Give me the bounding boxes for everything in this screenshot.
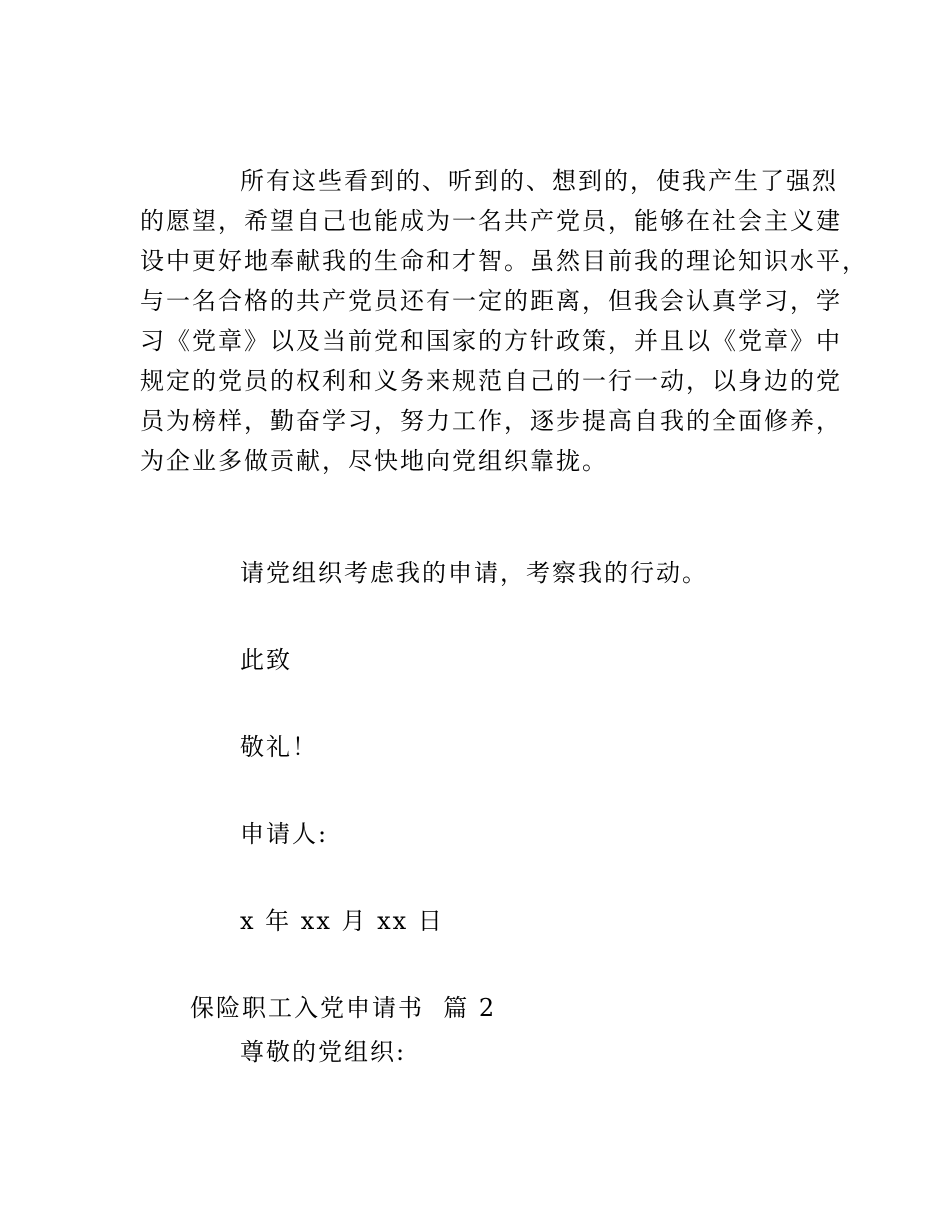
respect-closing: 敬礼！ bbox=[240, 733, 318, 761]
paragraph-line: 规定的党员的权利和义务来规范自己的一行一动，以身边的党 bbox=[140, 367, 842, 395]
applicant-label: 申请人: bbox=[240, 820, 329, 848]
date-line: x 年 xx 月 xx 日 bbox=[240, 907, 444, 935]
paragraph-line: 习《党章》以及当前党和国家的方针政策，并且以《党章》中 bbox=[140, 327, 842, 355]
paragraph-line: 的愿望，希望自己也能成为一名共产党员，能够在社会主义建 bbox=[140, 207, 842, 235]
paragraph-line: 与一名合格的共产党员还有一定的距离，但我会认真学习，学 bbox=[140, 287, 842, 315]
paragraph-line: 为企业多做贡献，尽快地向党组织靠拢。 bbox=[140, 447, 608, 475]
paragraph-line: 设中更好地奉献我的生命和才智。虽然目前我的理论知识水平， bbox=[140, 247, 868, 275]
request-line: 请党组织考虑我的申请，考察我的行动。 bbox=[240, 559, 708, 587]
body-paragraph bbox=[140, 161, 868, 481]
paragraph-line: 员为榜样，勤奋学习，努力工作，逐步提高自我的全面修养， bbox=[140, 407, 842, 435]
salutation: 此致 bbox=[240, 646, 292, 674]
addressee: 尊敬的党组织: bbox=[240, 1038, 407, 1066]
paragraph-line: 所有这些看到的、听到的、想到的，使我产生了强烈 bbox=[240, 167, 838, 195]
section-title: 保险职工入党申请书 篇 2 bbox=[190, 994, 497, 1022]
